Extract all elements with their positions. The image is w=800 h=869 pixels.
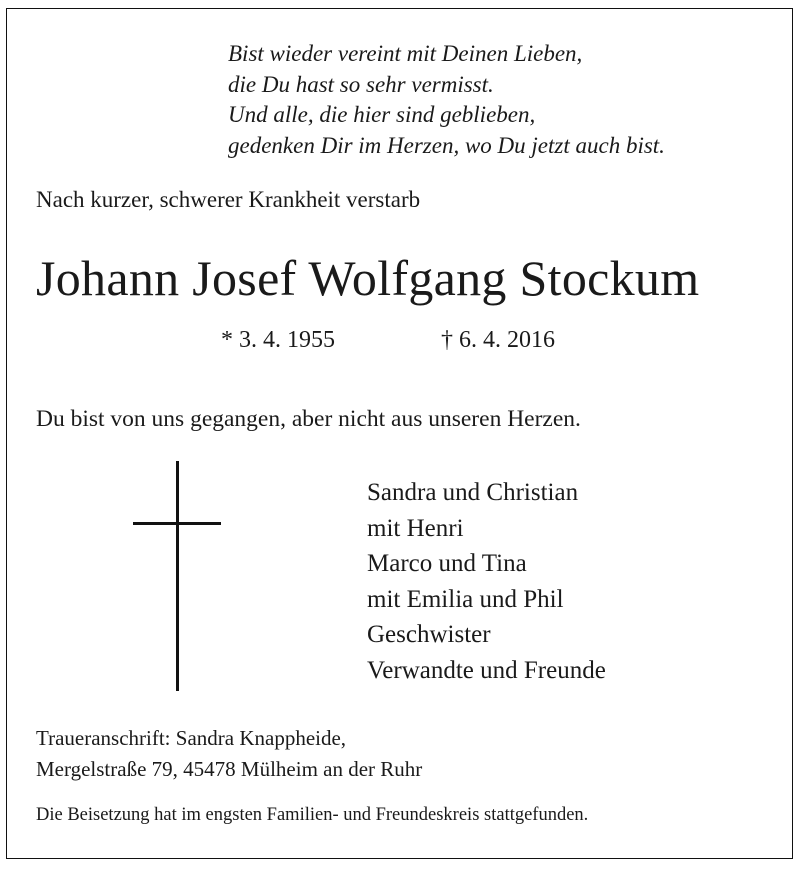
mourner-line: Marco und Tina (367, 550, 527, 577)
mourning-address (36, 723, 422, 785)
memorial-quote: Du bist von uns gegangen, aber nicht aus unseren Herzen. (36, 406, 581, 432)
burial-note: Die Beisetzung hat im engsten Familien- und Freundeskreis stattgefunden. (36, 805, 589, 825)
death-date: † 6. 4. 2016 (441, 327, 555, 353)
poem-line: Und alle, die hier sind geblieben, (228, 102, 536, 127)
address-line: Mergelstraße 79, 45478 Mülheim an der Ruhr (36, 757, 423, 781)
birth-date: * 3. 4. 1955 (221, 327, 335, 353)
poem-line: Bist wieder vereint mit Deinen Lieben, (228, 41, 583, 66)
mourner-line: Sandra und Christian (367, 479, 579, 506)
mourner-line: Geschwister (367, 621, 491, 648)
poem (228, 39, 665, 161)
mourner-line: mit Henri (367, 514, 464, 542)
mourner-line: mit Emilia und Phil (367, 585, 564, 613)
mourners-list (367, 475, 606, 688)
intro-text: Nach kurzer, schwerer Krankheit verstarb (36, 187, 421, 212)
poem-line: gedenken Dir im Herzen, wo Du jetzt auch bist. (228, 132, 665, 158)
poem-line: die Du hast so sehr vermisst. (228, 71, 494, 97)
deceased-name: Johann Josef Wolfgang Stockum (36, 250, 700, 306)
cross-horizontal-bar (133, 522, 221, 525)
mourner-line: Verwandte und Freunde (367, 656, 606, 684)
obituary-notice (6, 8, 793, 859)
address-line: Traueranschrift: Sandra Knappheide, (36, 726, 347, 750)
cross-vertical-bar (176, 461, 179, 691)
